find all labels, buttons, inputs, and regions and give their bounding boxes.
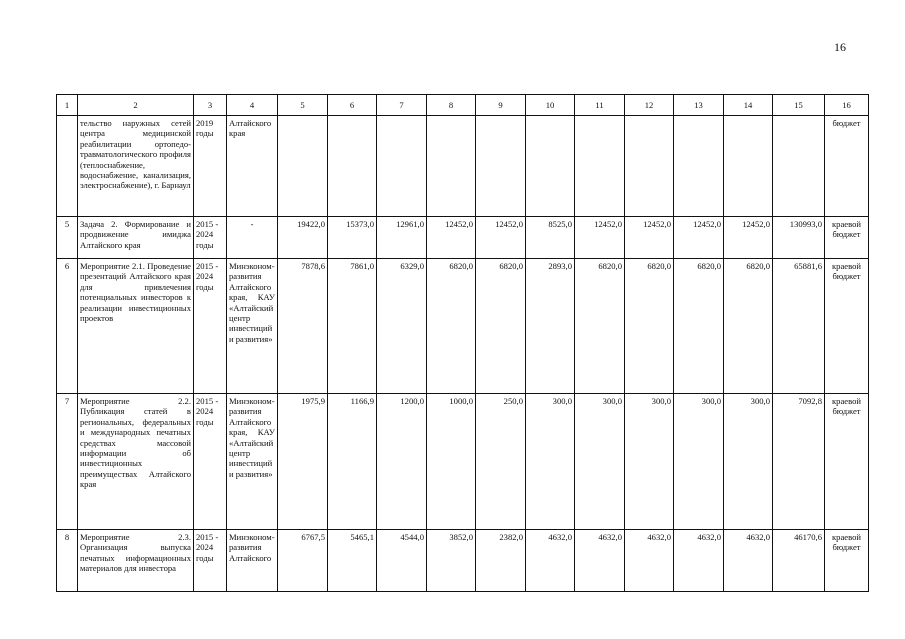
row-name: Задача 2. Формирование и продвижение имиджа Алтайского края [78,217,194,259]
column-number: 6 [328,95,377,116]
row-value [724,116,773,217]
row-value: 300,0 [526,394,575,530]
column-number: 5 [278,95,328,116]
column-number: 13 [674,95,724,116]
row-value: 4632,0 [674,530,724,592]
row-source: бюджет [825,116,869,217]
row-value: 3852,0 [427,530,476,592]
row-value: 2893,0 [526,259,575,394]
row-value: 1000,0 [427,394,476,530]
row-value: 12452,0 [476,217,526,259]
row-value: 12452,0 [724,217,773,259]
row-source: краевой бюджет [825,217,869,259]
row-value [476,116,526,217]
row-value: 19422,0 [278,217,328,259]
column-number: 4 [227,95,278,116]
row-value: 300,0 [575,394,625,530]
row-name: Мероприятие 2.1. Проведение презентаций Алтайского края для привлечения потенциальных инвесторов к реализации инвестиционных проектов [78,259,194,394]
row-value: 4544,0 [377,530,427,592]
row-value: 7861,0 [328,259,377,394]
column-number: 1 [57,95,78,116]
row-value: 12452,0 [427,217,476,259]
row-value: 8525,0 [526,217,575,259]
row-executor: - [227,217,278,259]
row-value: 12452,0 [575,217,625,259]
column-number: 2 [78,95,194,116]
row-value: 6820,0 [427,259,476,394]
table-row [57,116,869,217]
column-number: 7 [377,95,427,116]
row-period: 2015 - 2024 годы [194,394,227,530]
row-value: 300,0 [625,394,674,530]
row-executor: Минэконом-развития Алтайского края, КАУ «Алтайский центр инвестиций и развития» [227,259,278,394]
row-period: 2015 - 2024 годы [194,530,227,592]
column-number: 10 [526,95,575,116]
column-number: 11 [575,95,625,116]
row-value: 4632,0 [526,530,575,592]
row-value: 12961,0 [377,217,427,259]
row-value [377,116,427,217]
row-value: 15373,0 [328,217,377,259]
column-number: 3 [194,95,227,116]
row-value: 6767,5 [278,530,328,592]
row-value: 6820,0 [625,259,674,394]
row-total: 130993,0 [773,217,825,259]
row-value: 6820,0 [674,259,724,394]
column-number: 9 [476,95,526,116]
row-value: 7878,6 [278,259,328,394]
row-executor: Минэконом-развития Алтайского края, КАУ «Алтайский центр инвестиций и развития» [227,394,278,530]
table-row [57,217,869,259]
row-value [674,116,724,217]
row-name: Мероприятие 2.3. Организация выпуска печатных информационных материалов для инвестора [78,530,194,592]
column-number: 12 [625,95,674,116]
row-period: 2015 - 2024 годы [194,259,227,394]
page-number: 16 [834,40,846,54]
table-row [57,530,869,592]
row-value: 1975,9 [278,394,328,530]
table-row [57,259,869,394]
table-row [57,394,869,530]
row-value [526,116,575,217]
row-value: 2382,0 [476,530,526,592]
column-number: 8 [427,95,476,116]
row-value: 300,0 [674,394,724,530]
row-index: 7 [57,394,78,530]
row-value [328,116,377,217]
row-value [575,116,625,217]
budget-table [56,94,869,592]
row-value: 4632,0 [625,530,674,592]
row-value: 4632,0 [575,530,625,592]
row-index: 6 [57,259,78,394]
row-value: 12452,0 [625,217,674,259]
row-source: краевой бюджет [825,394,869,530]
row-value [625,116,674,217]
row-value [278,116,328,217]
row-total: 65881,6 [773,259,825,394]
row-value: 6820,0 [575,259,625,394]
row-index: 8 [57,530,78,592]
row-period: 2015 - 2024 годы [194,217,227,259]
row-total [773,116,825,217]
row-value [427,116,476,217]
row-value: 300,0 [724,394,773,530]
row-value: 5465,1 [328,530,377,592]
row-name: Мероприятие 2.2. Публикация статей в региональных, федеральных и международных печатных средствах массовой информации об инвестиционных преимуществах Алтайского края [78,394,194,530]
row-total: 46170,6 [773,530,825,592]
row-source: краевой бюджет [825,530,869,592]
row-total: 7092,8 [773,394,825,530]
column-number-row [57,95,869,116]
column-number: 15 [773,95,825,116]
row-value: 1166,9 [328,394,377,530]
row-value: 12452,0 [674,217,724,259]
column-number: 16 [825,95,869,116]
row-value: 6820,0 [476,259,526,394]
row-value: 4632,0 [724,530,773,592]
row-period: 2019 годы [194,116,227,217]
row-value: 250,0 [476,394,526,530]
row-value: 6329,0 [377,259,427,394]
row-value: 1200,0 [377,394,427,530]
row-executor: Минэконом-развития Алтайского [227,530,278,592]
row-value: 6820,0 [724,259,773,394]
row-executor: Алтайского края [227,116,278,217]
row-source: краевой бюджет [825,259,869,394]
row-index: 5 [57,217,78,259]
row-index [57,116,78,217]
row-name: тельство наружных сетей центра медицинской реабилитации ортопедо-травматологического профиля (теплоснабжение, водоснабжение, канализация, электроснабжение), г. Барнаул [78,116,194,217]
column-number: 14 [724,95,773,116]
